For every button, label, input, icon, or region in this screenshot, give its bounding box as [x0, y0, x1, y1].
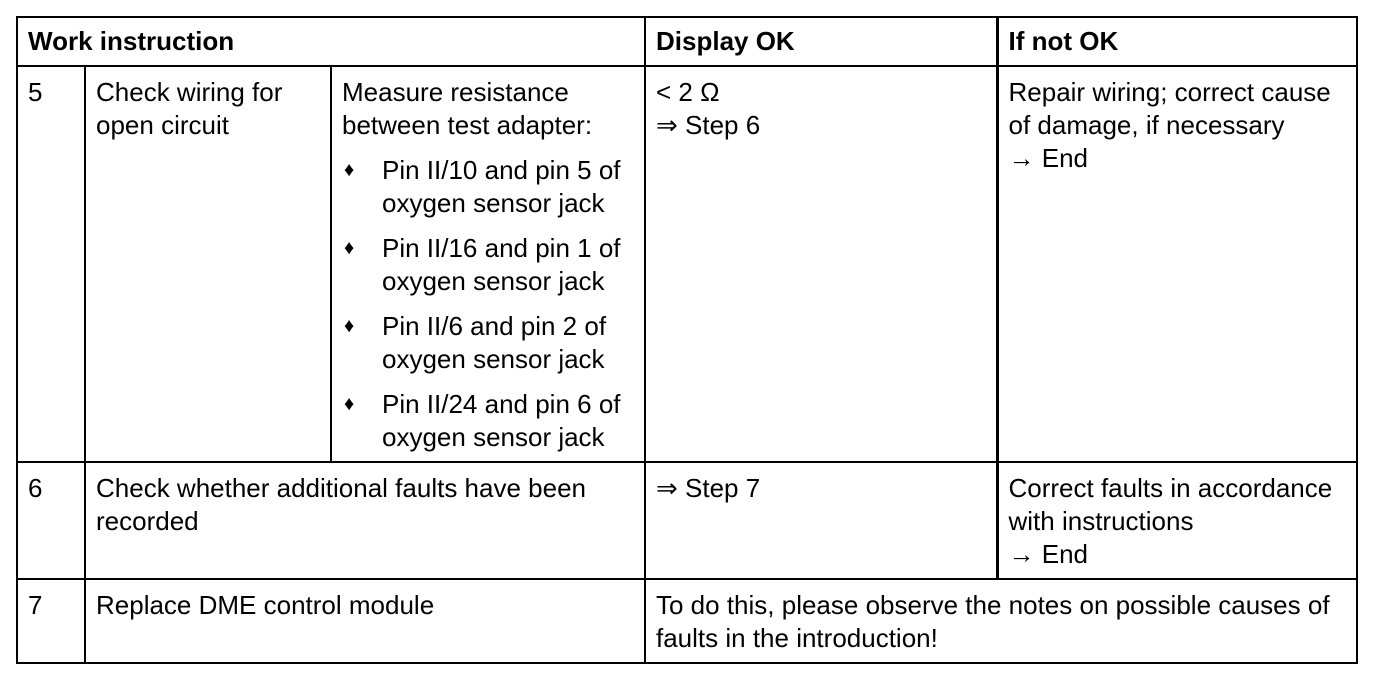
check-text: Check wiring for open circuit — [85, 66, 331, 462]
check-text: Replace DME control module — [85, 579, 645, 663]
diamond-bullet-icon: ♦ — [344, 237, 355, 259]
if-not-ok-action: Correct faults in accordance with instructions — [1008, 473, 1333, 536]
pin-item — [342, 154, 634, 220]
measure-cell — [331, 66, 645, 462]
pin-item-text: Pin II/16 and pin 1 of oxygen sensor jack — [382, 233, 621, 296]
if-not-ok-end: → End — [1008, 539, 1088, 569]
if-not-ok-action: Repair wiring; correct cause of damage, if necessary — [1008, 77, 1331, 140]
pin-item-text: Pin II/24 and pin 6 of oxygen sensor jack — [382, 389, 621, 452]
display-ok-cell — [645, 462, 997, 579]
if-not-ok-cell — [997, 462, 1357, 579]
pin-item-text: Pin II/6 and pin 2 of oxygen sensor jack — [382, 311, 607, 374]
header-row — [17, 17, 1357, 66]
pin-item — [342, 232, 634, 298]
display-ok-value: < 2 Ω — [656, 77, 720, 107]
pin-item — [342, 310, 634, 376]
diamond-bullet-icon: ♦ — [344, 393, 355, 415]
diamond-bullet-icon: ♦ — [344, 159, 355, 181]
check-text: Check whether additional faults have been recorded — [85, 462, 645, 579]
header-work-instruction: Work instruction — [17, 17, 645, 66]
table-row-step-6 — [17, 462, 1357, 579]
step-number: 5 — [17, 66, 85, 462]
step-number: 7 — [17, 579, 85, 663]
note-cell: To do this, please observe the notes on possible causes of faults in the introduction! — [645, 579, 1357, 663]
measure-intro: Measure resistance between test adapter: — [342, 77, 593, 140]
work-instruction-table — [16, 16, 1358, 664]
pin-list — [342, 154, 634, 454]
pin-item — [342, 388, 634, 454]
if-not-ok-cell — [997, 66, 1357, 462]
display-ok-cell — [645, 66, 997, 462]
header-if-not-ok: If not OK — [997, 17, 1357, 66]
display-ok-next-step: ⇒ Step 7 — [656, 473, 761, 503]
if-not-ok-end: → End — [1008, 143, 1088, 173]
table-row-step-7 — [17, 579, 1357, 663]
table-row-step-5 — [17, 66, 1357, 462]
diamond-bullet-icon: ♦ — [344, 315, 355, 337]
step-number: 6 — [17, 462, 85, 579]
header-display-ok: Display OK — [645, 17, 997, 66]
pin-item-text: Pin II/10 and pin 5 of oxygen sensor jack — [382, 155, 621, 218]
display-ok-next-step: ⇒ Step 6 — [656, 110, 761, 140]
